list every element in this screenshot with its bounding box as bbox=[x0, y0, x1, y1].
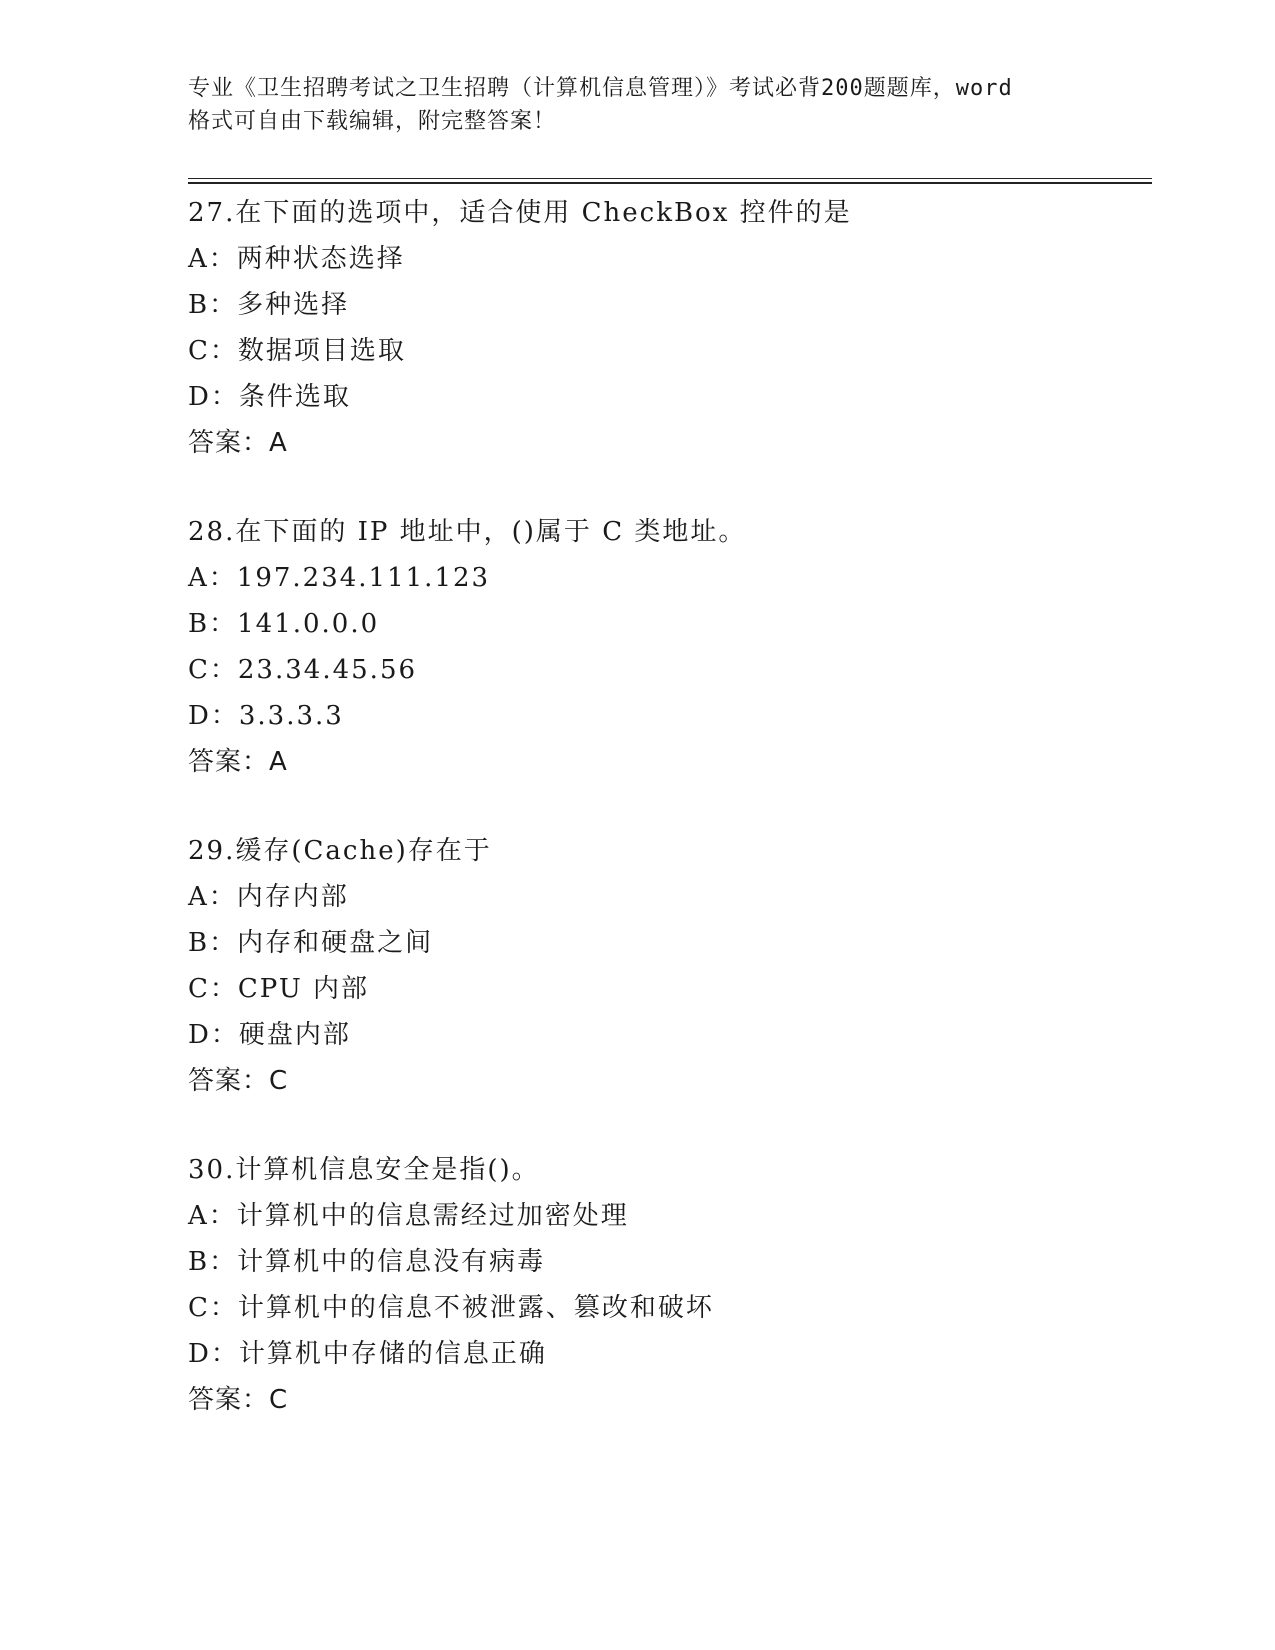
option-c: C：CPU 内部 bbox=[188, 974, 370, 1004]
question-stem: 30.计算机信息安全是指()。 bbox=[188, 1155, 540, 1185]
question-28 bbox=[188, 509, 1148, 785]
header-line-1: 专业《卫生招聘考试之卫生招聘（计算机信息管理）》考试必背200题题库，word bbox=[188, 76, 1013, 101]
question-stem: 29.缓存(Cache)存在于 bbox=[188, 836, 492, 866]
header-divider-thick bbox=[188, 182, 1152, 184]
option-a: A：内存内部 bbox=[188, 882, 349, 912]
option-a: A：两种状态选择 bbox=[188, 244, 405, 274]
option-d: D：计算机中存储的信息正确 bbox=[188, 1339, 547, 1369]
option-d: D：硬盘内部 bbox=[188, 1020, 351, 1050]
document-header bbox=[188, 72, 1088, 138]
question-27 bbox=[188, 190, 1148, 466]
question-29 bbox=[188, 828, 1148, 1104]
option-b: B：计算机中的信息没有病毒 bbox=[188, 1247, 546, 1277]
question-stem: 28.在下面的 IP 地址中，()属于 C 类地址。 bbox=[188, 517, 747, 547]
question-stem: 27.在下面的选项中，适合使用 CheckBox 控件的是 bbox=[188, 198, 852, 228]
answer: 答案：A bbox=[188, 428, 288, 458]
option-a: A：计算机中的信息需经过加密处理 bbox=[188, 1201, 629, 1231]
answer: 答案：C bbox=[188, 1385, 289, 1415]
option-b: B：141.0.0.0 bbox=[188, 609, 380, 639]
option-d: D：条件选取 bbox=[188, 382, 351, 412]
option-a: A：197.234.111.123 bbox=[188, 563, 491, 593]
answer: 答案：C bbox=[188, 1066, 289, 1096]
option-c: C：23.34.45.56 bbox=[188, 655, 418, 685]
option-c: C：计算机中的信息不被泄露、篡改和破坏 bbox=[188, 1293, 714, 1323]
question-30 bbox=[188, 1147, 1148, 1423]
option-c: C：数据项目选取 bbox=[188, 336, 406, 366]
answer: 答案：A bbox=[188, 747, 288, 777]
header-divider-thin bbox=[188, 178, 1152, 179]
question-list bbox=[188, 190, 1148, 1466]
option-b: B：多种选择 bbox=[188, 290, 350, 320]
option-d: D：3.3.3.3 bbox=[188, 701, 344, 731]
option-b: B：内存和硬盘之间 bbox=[188, 928, 434, 958]
header-line-2: 格式可自由下载编辑，附完整答案！ bbox=[188, 109, 557, 134]
